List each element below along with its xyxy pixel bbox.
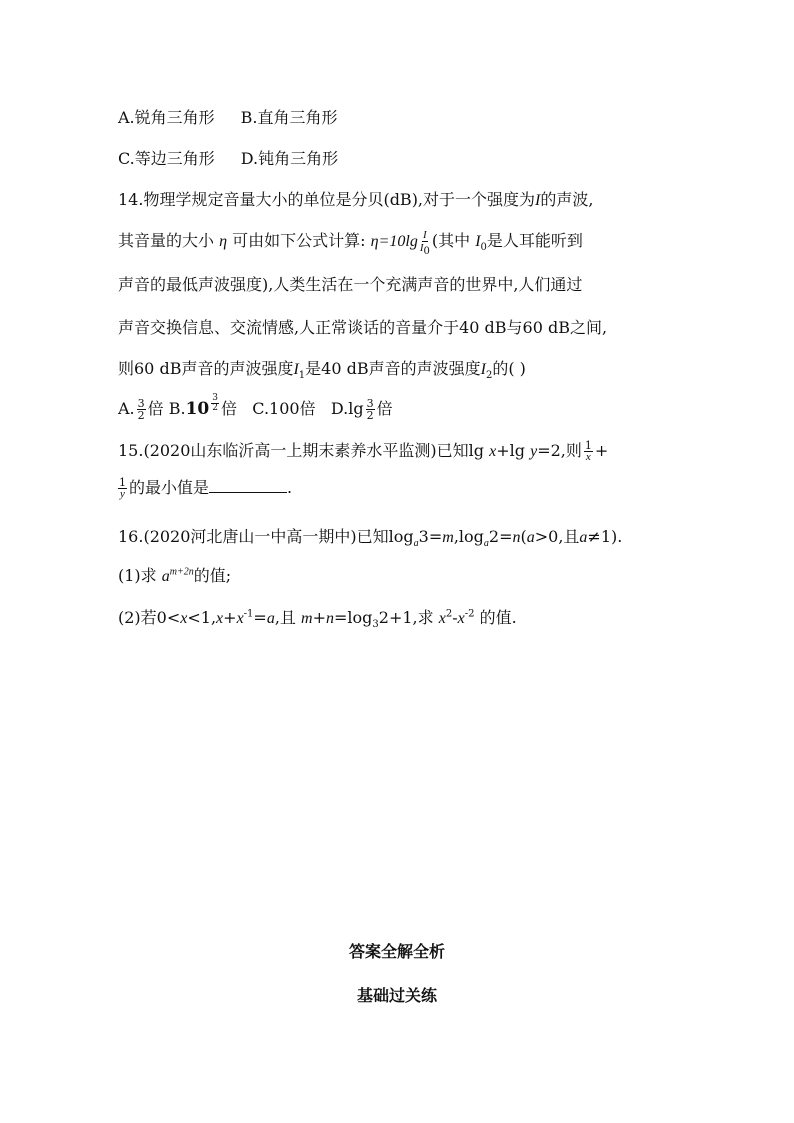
q13-options-row2 [118,147,338,171]
q14-options [118,394,393,424]
fraction-i-over-i0: $\frac{I}{I_0}$ [419,228,430,257]
option-d: D.钝角三角形 [240,149,339,168]
q15-line1: 15.(2020山东临沂高一上期末素养水平监测)已知lg x+lg y=2,则 $\frac{1}{x}$ + [118,439,609,463]
formula: η=10lg [370,233,418,250]
section-heading: 基础过关练 [356,986,437,1005]
option-c: C.100倍 [252,399,316,418]
q16-line1: 16.(2020河北唐山一中高一期中)已知$\log_a3=m,\log_a2=n(a>0$,且a≠1). [118,527,623,550]
option-d: D.lg $\frac{3}{2}$ 倍 [330,397,393,422]
q14-line3: 声音的最低声波强度),人类生活在一个充满声音的世界中,人们通过 [118,275,583,294]
q13-options-row1 [118,106,338,130]
q14-line4: 声音交换信息、交流情感,人正常谈话的音量介于40 dB与60 dB之间, [118,318,608,337]
option-a: A.锐角三角形 [118,108,215,127]
q14-line5: 则60 dB声音的声波强度$I_1$是40 dB声音的声波强度$I_2$的( ) [118,359,526,382]
option-a: A. $\frac{3}{2}$ 倍 [118,397,164,422]
q14-line2: 其音量的大小 η 可由如下公式计算: η=10lg $\frac{I}{I_0}$ (其中 $I_0$是人耳能听到 [118,228,583,257]
option-b: B.10 $\frac{3}{2}$ 倍 [168,393,238,419]
q16-part2: (2)若$0<x<1,x+x^{-1}=a$,且 $m+n=\log_32+1$,求 $x^2-x^{-2}$ 的值. [118,608,517,631]
option-b: B.直角三角形 [240,108,338,127]
q15-line2: $\frac{1}{y}$ 的最小值是 . [119,476,293,500]
answer-blank [209,478,287,493]
option-c: C.等边三角形 [118,149,215,168]
q16-part1: (1)求 $a^{m+2n}$的值; [118,566,232,585]
answers-heading: 答案全解全析 [348,942,445,961]
q14-line1: 14.物理学规定音量大小的单位是分贝(dB),对于一个强度为I的声波, [118,190,594,209]
